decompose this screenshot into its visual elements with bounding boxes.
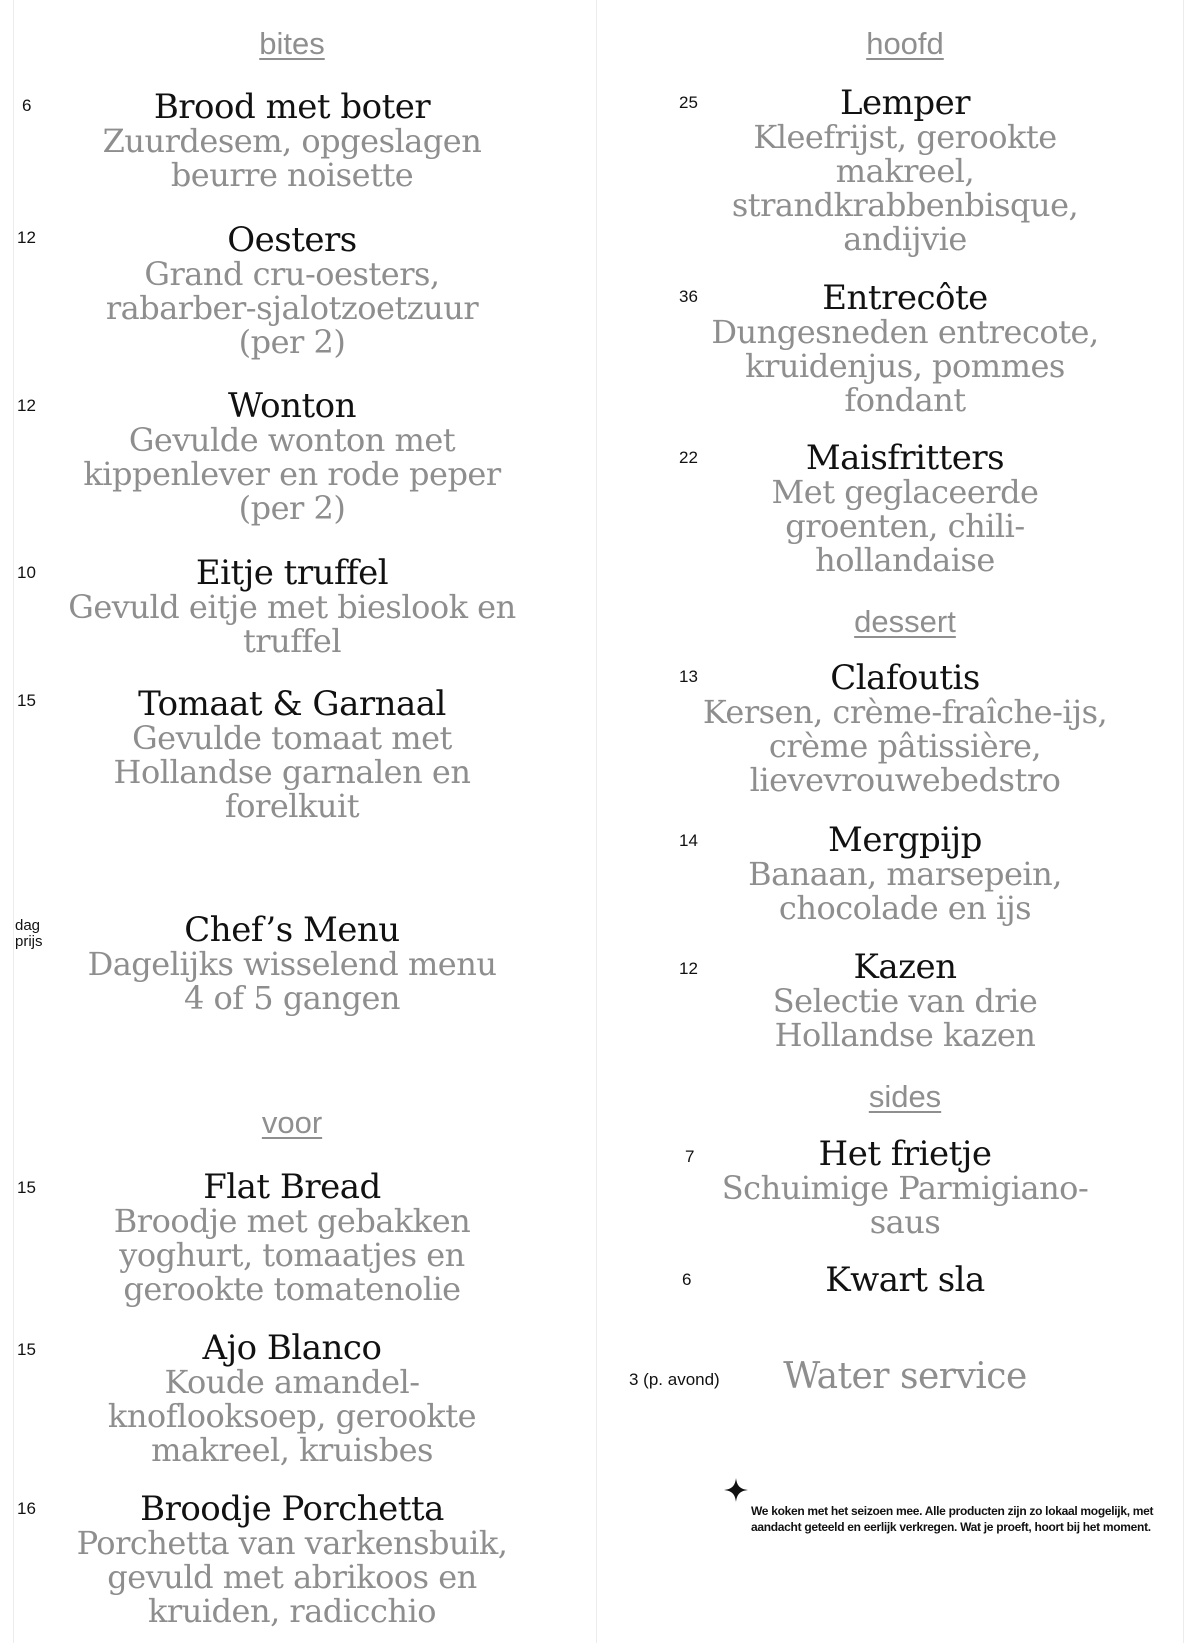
menu-item bbox=[655, 658, 1155, 799]
item-price: 7 bbox=[685, 1147, 695, 1166]
menu-item bbox=[42, 220, 542, 361]
menu-item bbox=[655, 820, 1155, 927]
menu-item bbox=[42, 87, 542, 194]
section-heading-hoofd: hoofd bbox=[866, 26, 944, 61]
item-description: Porchetta van varkensbuik, gevuld met abrikoos en kruiden, radicchio bbox=[76, 1524, 508, 1630]
item-price: 15 bbox=[17, 691, 36, 710]
item-price: 22 bbox=[679, 448, 698, 467]
item-description: Gevulde wonton met kippenlever en rode peper (per 2) bbox=[83, 421, 501, 527]
menu-item bbox=[42, 553, 542, 660]
menu-item bbox=[655, 1260, 1155, 1300]
menu-item bbox=[655, 947, 1155, 1054]
item-price: 6 bbox=[682, 1270, 692, 1289]
item-name: Eitje truffel bbox=[195, 553, 389, 593]
menu-item bbox=[655, 1134, 1155, 1241]
item-description: Schuimige Parmigiano- saus bbox=[721, 1169, 1089, 1241]
item-name: Lemper bbox=[839, 83, 971, 123]
menu-item bbox=[655, 438, 1155, 579]
item-name: Oesters bbox=[227, 220, 357, 260]
item-description: Met geglaceerde groenten, chili- hollandaise bbox=[771, 473, 1039, 579]
item-description: Dungesneden entrecote, kruidenjus, pommes fondant bbox=[711, 313, 1099, 419]
water-price: 3 (p. avond) bbox=[629, 1370, 720, 1389]
item-price: 12 bbox=[679, 959, 698, 978]
item-price: 13 bbox=[679, 667, 698, 686]
menu-item bbox=[655, 83, 1155, 258]
item-name: Brood met boter bbox=[153, 87, 431, 127]
item-price: 14 bbox=[679, 831, 698, 850]
item-description: Gevulde tomaat met Hollandse garnalen en forelkuit bbox=[113, 719, 471, 825]
item-price: 25 bbox=[679, 93, 698, 112]
menu-item bbox=[42, 386, 542, 527]
section-heading-bites: bites bbox=[259, 26, 325, 61]
item-description: Zuurdesem, opgeslagen beurre noisette bbox=[102, 122, 482, 194]
section-heading-dessert: dessert bbox=[854, 604, 956, 639]
item-name: Maisfritters bbox=[805, 438, 1005, 478]
item-price: 12 bbox=[17, 396, 36, 415]
item-name: Kazen bbox=[853, 947, 957, 987]
item-price: 15 bbox=[17, 1178, 36, 1197]
sparkle-icon bbox=[724, 1478, 748, 1507]
item-name: Ajo Blanco bbox=[202, 1328, 382, 1368]
menu-item bbox=[42, 1328, 542, 1469]
item-description: Banaan, marsepein, chocolade en ijs bbox=[748, 855, 1062, 927]
water-service-label: Water service bbox=[783, 1356, 1027, 1397]
item-description: Koude amandel- knoflooksoep, gerookte makreel, kruisbes bbox=[107, 1363, 477, 1469]
section-heading-voor: voor bbox=[261, 1105, 323, 1140]
item-description: Kersen, crème-fraîche-ijs, crème pâtissière, lievevrouwebedstro bbox=[702, 693, 1108, 799]
item-price: 16 bbox=[17, 1499, 36, 1518]
item-price: 36 bbox=[679, 287, 698, 306]
item-price: 12 bbox=[17, 228, 36, 247]
item-description: Dagelijks wisselend menu 4 of 5 gangen bbox=[87, 945, 497, 1017]
item-name: Mergpijp bbox=[828, 820, 982, 860]
menu-item bbox=[655, 278, 1155, 419]
item-name: Clafoutis bbox=[830, 658, 980, 698]
item-price: dag prijs bbox=[15, 917, 43, 950]
menu-item bbox=[42, 910, 542, 1017]
sustainability-note: We koken met het seizoen mee. Alle producten zijn zo lokaal mogelijk, met aandacht geteeld en eerlijk verkregen. Wat je proeft, hoort bij het moment. bbox=[751, 1504, 1154, 1534]
item-name: Flat Bread bbox=[203, 1167, 381, 1207]
item-description: Broodje met gebakken yoghurt, tomaatjes en gerookte tomatenolie bbox=[113, 1202, 471, 1308]
section-heading-sides: sides bbox=[868, 1079, 942, 1114]
menu-item bbox=[42, 684, 542, 825]
menu-item bbox=[42, 1167, 542, 1308]
item-description: Grand cru-oesters, rabarber-sjalotzoetzuur (per 2) bbox=[105, 255, 479, 361]
item-description: Kleefrijst, gerookte makreel, strandkrabbenbisque, andijvie bbox=[731, 118, 1079, 258]
item-name: Tomaat & Garnaal bbox=[138, 684, 446, 724]
item-name: Chef’s Menu bbox=[184, 910, 400, 950]
item-name: Kwart sla bbox=[825, 1260, 985, 1300]
item-name: Entrecôte bbox=[822, 278, 988, 318]
item-description: Selectie van drie Hollandse kazen bbox=[772, 982, 1038, 1054]
item-price: 15 bbox=[17, 1340, 36, 1359]
item-name: Het frietje bbox=[818, 1134, 992, 1174]
item-name: Broodje Porchetta bbox=[140, 1489, 444, 1529]
item-price: 6 bbox=[22, 96, 32, 115]
menu-item bbox=[42, 1489, 542, 1630]
item-name: Wonton bbox=[227, 386, 357, 426]
item-price: 10 bbox=[17, 563, 36, 582]
item-description: Gevuld eitje met bieslook en truffel bbox=[68, 588, 516, 660]
